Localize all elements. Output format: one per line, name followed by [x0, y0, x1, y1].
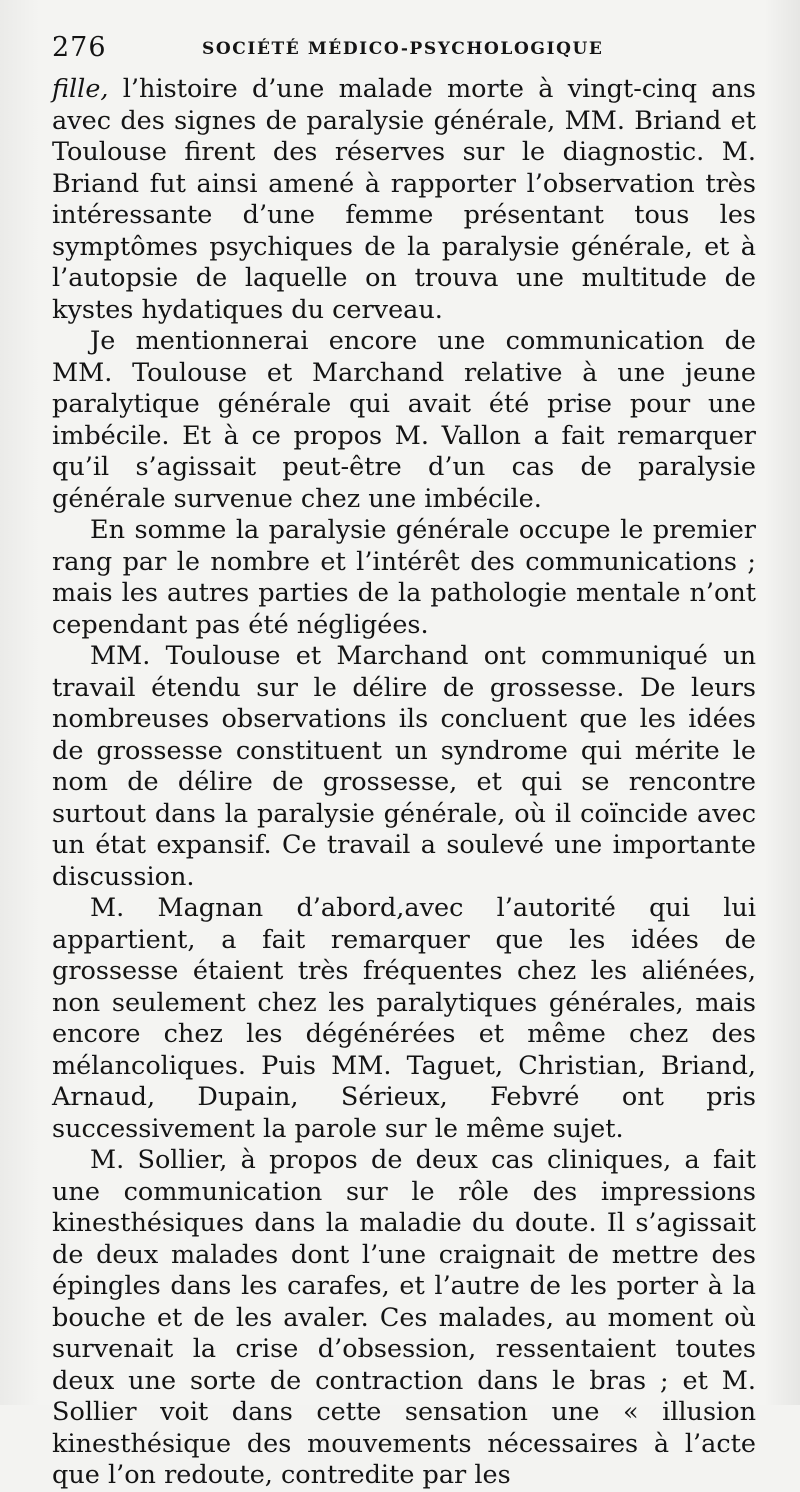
- paragraph: M. Sollier, à propos de deux cas cliniques, a fait une communication sur le rôle des impressions kinesthésiques dans la maladie du doute. Il s’agissait de deux malades dont l’une craignait de mettre des épingles dans les carafes, et l’autre de les porter à la bouche et de les avaler. Ces malades, au moment où survenait la crise d’obsession, ressentaient toutes deux une sorte de contraction dans le bras ; et M. Sollier voit dans cette sensation une « illusion kinesthésique des mouvements nécessaires à l’acte que l’on redoute, contredite par les: [52, 1145, 756, 1490]
- page-header: [52, 22, 756, 74]
- page-number: 276: [52, 32, 107, 63]
- paragraph: Je mentionnerai encore une communication de MM. Toulouse et Marchand relative à une jeune paralytique générale qui avait été prise pour une imbécile. Et à ce propos M. Vallon a fait remarquer qu’il s’agissait peut-être d’un cas de paralysie générale survenue chez une imbécile.: [52, 326, 756, 514]
- italic-word: fille,: [52, 74, 109, 104]
- body-text: [52, 74, 756, 1492]
- paragraph: MM. Toulouse et Marchand ont communiqué un travail étendu sur le délire de grossesse. De leurs nombreuses observations ils concluent que les idées de grossesse constituent un syndrome qui mérite le nom de délire de grossesse, et qui se rencontre surtout dans la paralysie générale, où il coïncide avec un état expansif. Ce travail a soulevé une importante discussion.: [52, 641, 756, 892]
- paragraph-continuation: [52, 74, 756, 326]
- running-head: SOCIÉTÉ MÉDICO-PSYCHOLOGIQUE: [202, 39, 604, 59]
- paragraph: En somme la paralysie générale occupe le premier rang par le nombre et l’intérêt des communications ; mais les autres parties de la pathologie mentale n’ont cependant pas été négligées.: [52, 515, 756, 640]
- paragraph-text: l’histoire d’une malade morte à vingt-cinq ans avec des signes de paralysie générale, MM. Briand et Toulouse firent des réserves sur le diagnostic. M. Briand fut ainsi amené à rapporter l’observation très intéressante d’une femme présentant tous les symptômes psychiques de la paralysie générale, et à l’autopsie de laquelle on trouva une multitude de kystes hydatiques du cerveau.: [52, 74, 756, 325]
- paragraph: M. Magnan d’abord,avec l’autorité qui lui appartient, a fait remarquer que les idées de grossesse étaient très fréquentes chez les aliénées, non seulement chez les paralytiques générales, mais encore chez les dégénérées et même chez des mélancoliques. Puis MM. Taguet, Christian, Briand, Arnaud, Dupain, Sérieux, Febvré ont pris successivement la parole sur le même sujet.: [52, 893, 756, 1144]
